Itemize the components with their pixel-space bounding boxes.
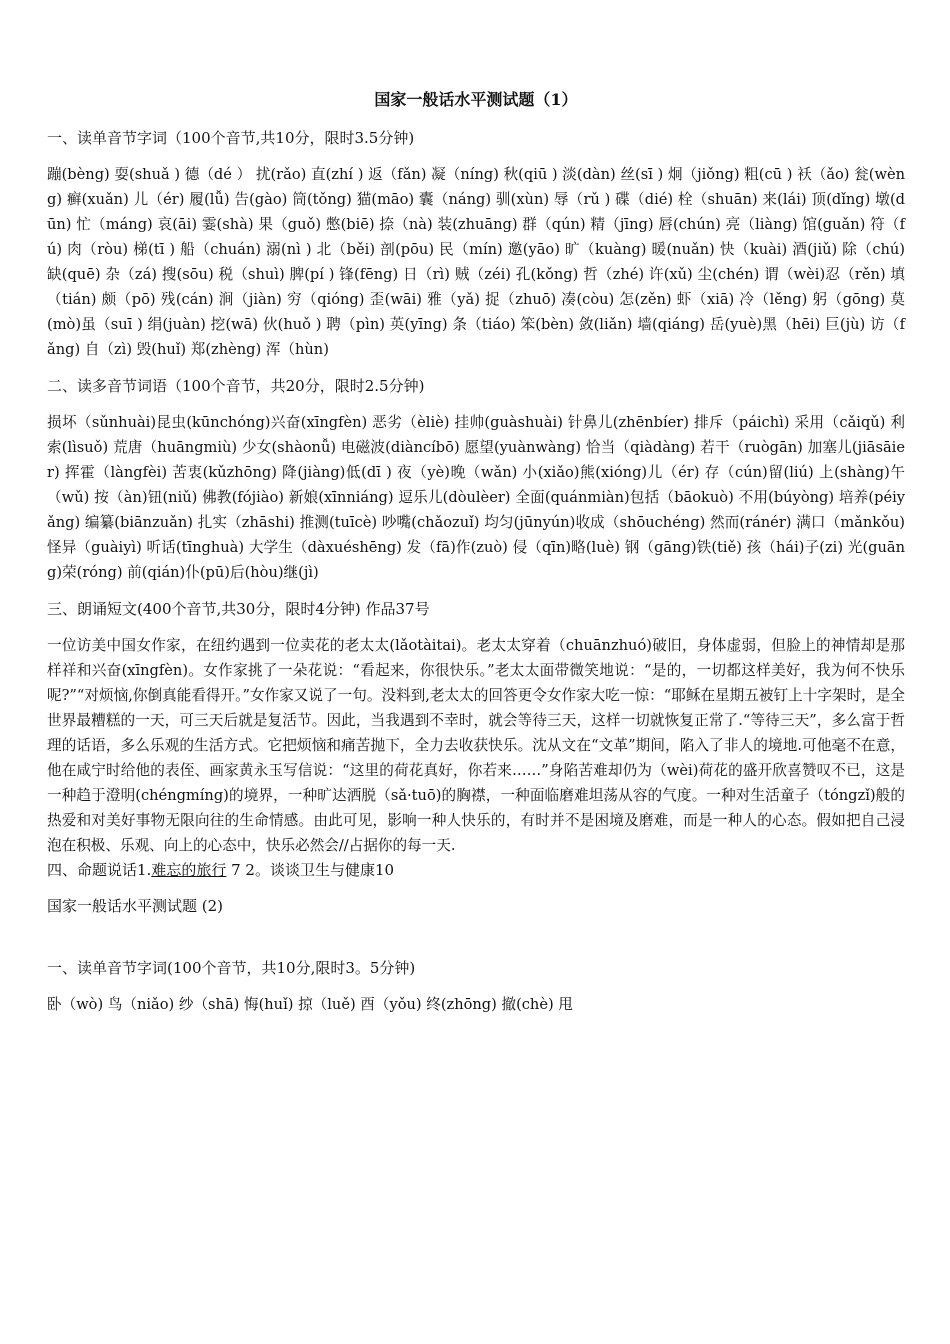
section2-words: 损坏（sǔnhuài)昆虫(kūnchóng)兴奋(xīngfèn) 恶劣（èliè) 挂帅(guàshuài) 针鼻儿(zhēnbíer) 排斥（páichì) 采用（cǎiqǔ) 利索(lìsuǒ) 荒唐（huāngmiù) 少女(shàonǚ) 电磁波(diàncíbō) 愿望(yuànwàng) 恰当（qiàdàng) 若干（ruògān) 加塞儿(jiāsāier) 挥霍（làngfèi) 苦衷(kǔzhōng) 降(jiàng)低(dī ) 夜（yè)晚（wǎn) 小(xiǎo)熊(xióng)儿（ér) 存（cún)留(liú) 上(shàng)午（wǔ) 按（àn)钮(niǔ) 佛教(fójiào) 新娘(xīnniáng) 逗乐儿(dòulèer) 全面(quánmiàn)包括（bāokuò) 不用(búyòng) 培养(péiyǎng) 编纂(biānzuǎn) 扎实（zhāshi) 推测(tuīcè) 吵嘴(chǎozuǐ) 均匀(jūnyún)收成（shōuchéng) 然而(ránér) 满口（mǎnkǒu) 怪异（guàiyì) 听话(tīnghuà) 大学生（dàxuéshēng) 发（fā)作(zuò) 侵（qīn)略(luè) 钢（gāng)铁(tiě) 孩（hái)子(zi) 光(guāng)荣(róng) 前(qián)仆(pū)后(hòu)继(jì) [47, 414, 905, 581]
test2-section1-heading: 一、读单音节字词(100个音节，共10分,限时3。5分钟) [47, 959, 416, 977]
section1-heading: 一、读单音节字词（100个音节,共10分，限时3.5分钟) [47, 129, 415, 147]
section1-syllables: 蹦(bèng) 耍(shuǎ ) 德（dé ） 扰(rǎo) 直(zhí ) 返（fǎn) 凝（níng) 秋(qiū ) 淡(dàn) 丝(sī ) 炯（jiǒng) 粗(cū ) 袄（ǎo) 瓮(wèng) 癣(xuǎn) 儿（ér) 履(lǚ) 告(gào) 筒(tǒng) 猫(māo) 囊（náng) 驯(xùn) 辱（rǔ ) 碟（dié) 栓（shuān) 来(lái) 顶(dǐng) 墩(dūn) 忙（máng) 哀(āi) 霎(shà) 果（guǒ) 憋(biē) 捺（nà) 装(zhuāng) 群（qún) 精（jīng) 唇(chún) 亮（liàng) 馆(guǎn) 符（fú) 肉（ròu) 梯(tī ) 船（chuán) 溺(nì ) 北（běi) 剖(pōu) 民（mín) 邀(yāo) 旷（kuàng) 暖(nuǎn) 快（kuài) 酒(jiǔ) 除（chú) 缺(quē) 杂（zá) 搜(sōu) 税（shuì) 脾(pí ) 锋(fēng) 日（rì) 贼（zéi) 孔(kǒng) 哲（zhé) 许(xǔ) 尘(chén) 谓（wèi)忍（rěn) 填（tián) 颇（pō) 残(cán) 涧（jiàn) 穷（qióng) 歪(wāi) 雅（yǎ) 捉（zhuō) 凑(còu) 怎(zěn) 虾（xiā) 冷（lěng) 躬（gōng) 莫(mò)虽（suī ) 绢(juàn) 挖(wā) 伙(huǒ ) 聘（pìn) 英(yīng) 条（tiáo) 笨(bèn) 敛(liǎn) 墙(qiáng) 岳(yuè)黑（hēi) 巨(jù) 访（fǎng) 自（zì) 毁(huǐ) 郑(zhèng) 浑（hùn) [47, 166, 905, 358]
section3-passage: 一位访美中国女作家，在纽约遇到一位卖花的老太太(lǎotàitai)。老太太穿着（chuānzhuó)破旧，身体虚弱，但脸上的神情却是那样祥和兴奋(xīngfèn)。女作家挑了一朵花说：“看起来，你很快乐。”老太太面带微笑地说：“是的，一切都这样美好，我为何不快乐呢?”“对烦恼,你倒真能看得开。”女作家又说了一句。没料到,老太太的回答更令女作家大吃一惊：“耶稣在星期五被钉上十字架时，是全世界最糟糕的一天，可三天后就是复活节。因此，当我遇到不幸时，就会等待三天，这样一切就恢复正常了.“等待三天”，多么富于哲理的话语，多么乐观的生活方式。它把烦恼和痛苦抛下，全力去收获快乐。沈从文在“文革”期间，陷入了非人的境地.可他毫不在意，他在咸宁时给他的表侄、画家黄永玉写信说：“这里的荷花真好，你若来……”身陷苦难却仍为（wèi)荷花的盛开欣喜赞叹不已，这是一种趋于澄明(chéngmíng)的境界，一种旷达洒脱（sǎ·tuō)的胸襟，一种面临磨难坦荡从容的气度。一种对生活童子（tóngzǐ)般的热爱和对美好事物无限向往的生命情感。由此可见，影响一种人快乐的，有时并不是困境及磨难，而是一种人的心态。假如把自己浸泡在积极、乐观、向上的心态中，快乐必然会//占据你的每一天. [47, 637, 905, 854]
section4-topics [47, 858, 905, 882]
section3-heading: 三、朗诵短文(400个音节,共30分，限时4分钟) 作品37号 [47, 600, 430, 618]
document-page [47, 88, 905, 1029]
test2-title: 国家一般话水平测试题 (2) [47, 897, 224, 915]
test1-title: 国家一般话水平测试题（1） [374, 90, 578, 109]
topic-1-score: 7 [226, 861, 241, 879]
section4-prefix: 四、命题说话1. [47, 861, 152, 879]
section2-heading: 二、读多音节词语（100个音节，共20分，限时2.5分钟) [47, 377, 425, 395]
test2-section1-syllables: 卧（wò) 鸟（niǎo) 纱（shā) 悔(huǐ) 掠（luě) 酉（yǒu) 终(zhōng) 撤(chè) 甩 [47, 996, 573, 1013]
blank-gap [47, 930, 905, 956]
topic-2: 2。谈谈卫生与健康10 [240, 861, 395, 879]
topic-1: 难忘的旅行 [151, 861, 227, 879]
